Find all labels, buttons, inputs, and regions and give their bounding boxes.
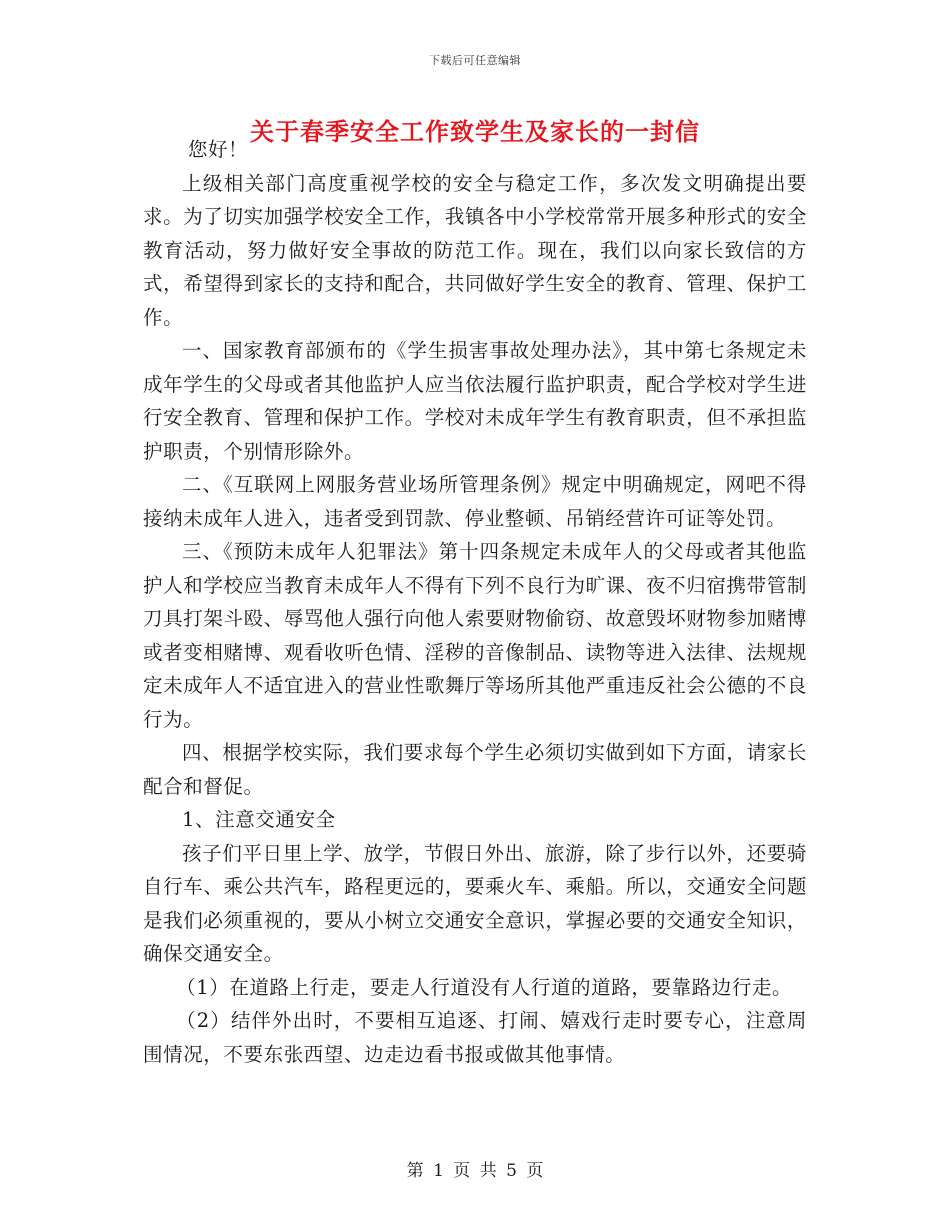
paragraph-item-3: 三、《预防未成年人犯罪法》第十四条规定未成年人的父母或者其他监护人和学校应当教育未成年人不得有下列不良行为旷课、夜不归宿携带管制刀具打架斗殴、辱骂他人强行向他人索要财物偷窃、故意毁坏财物参加赌博或者变相赌博、观看收听色情、淫秽的音像制品、读物等进入法律、法规规定未成年人不适宜进入的营业性歌舞厅等场所其他严重违反社会公德的不良行为。 <box>143 540 807 731</box>
paragraph-intro: 上级相关部门高度重视学校的安全与稳定工作，多次发文明确提出要求。为了切实加强学校安全工作，我镇各中小学校常常开展多种形式的安全教育活动，努力做好安全事故的防范工作。现在，我们以向家长致信的方式，希望得到家长的支持和配合，共同做好学生安全的教育、管理、保护工作。 <box>143 171 807 329</box>
paragraph-item-2: 二、《互联网上网服务营业场所管理条例》规定中明确规定，网吧不得接纳未成年人进入，违者受到罚款、停业整顿、吊销经营许可证等处罚。 <box>143 473 807 530</box>
letter-body <box>143 133 807 1071</box>
paragraph-traffic: 孩子们平日里上学、放学，节假日外出、旅游，除了步行以外，还要骑自行车、乘公共汽车，路程更远的，要乘火车、乘船。所以，交通安全问题是我们必须重视的，要从小树立交通安全意识，掌握必要的交通安全知识，确保交通安全。 <box>143 841 807 965</box>
document-title: 关于春季安全工作致学生及家长的一封信 <box>250 117 700 146</box>
page-header-note: 下载后可任意编辑 <box>429 54 521 67</box>
paragraph-subitem-2: （2）结伴外出时，不要相互追逐、打闹、嬉戏行走时要专心，注意周围情况，不要东张西望、边走边看书报或做其他事情。 <box>143 1009 807 1066</box>
paragraph-item-4: 四、根据学校实际，我们要求每个学生必须切实做到如下方面，请家长配合和督促。 <box>143 741 807 798</box>
paragraph-item-1: 一、国家教育部颁布的《学生损害事故处理办法》，其中第七条规定未成年学生的父母或者其他监护人应当依法履行监护职责，配合学校对学生进行安全教育、管理和保护工作。学校对未成年学生有教育职责，但不承担监护职责，个别情形除外。 <box>143 339 807 463</box>
greeting: 您好！ <box>187 138 249 161</box>
page-number: 第 1 页 共 5 页 <box>406 1161 544 1181</box>
section-heading-traffic: 1、注意交通安全 <box>182 808 336 831</box>
paragraph-subitem-1: （1）在道路上行走，要走人行道没有人行道的道路，要靠路边行走。 <box>176 975 793 999</box>
